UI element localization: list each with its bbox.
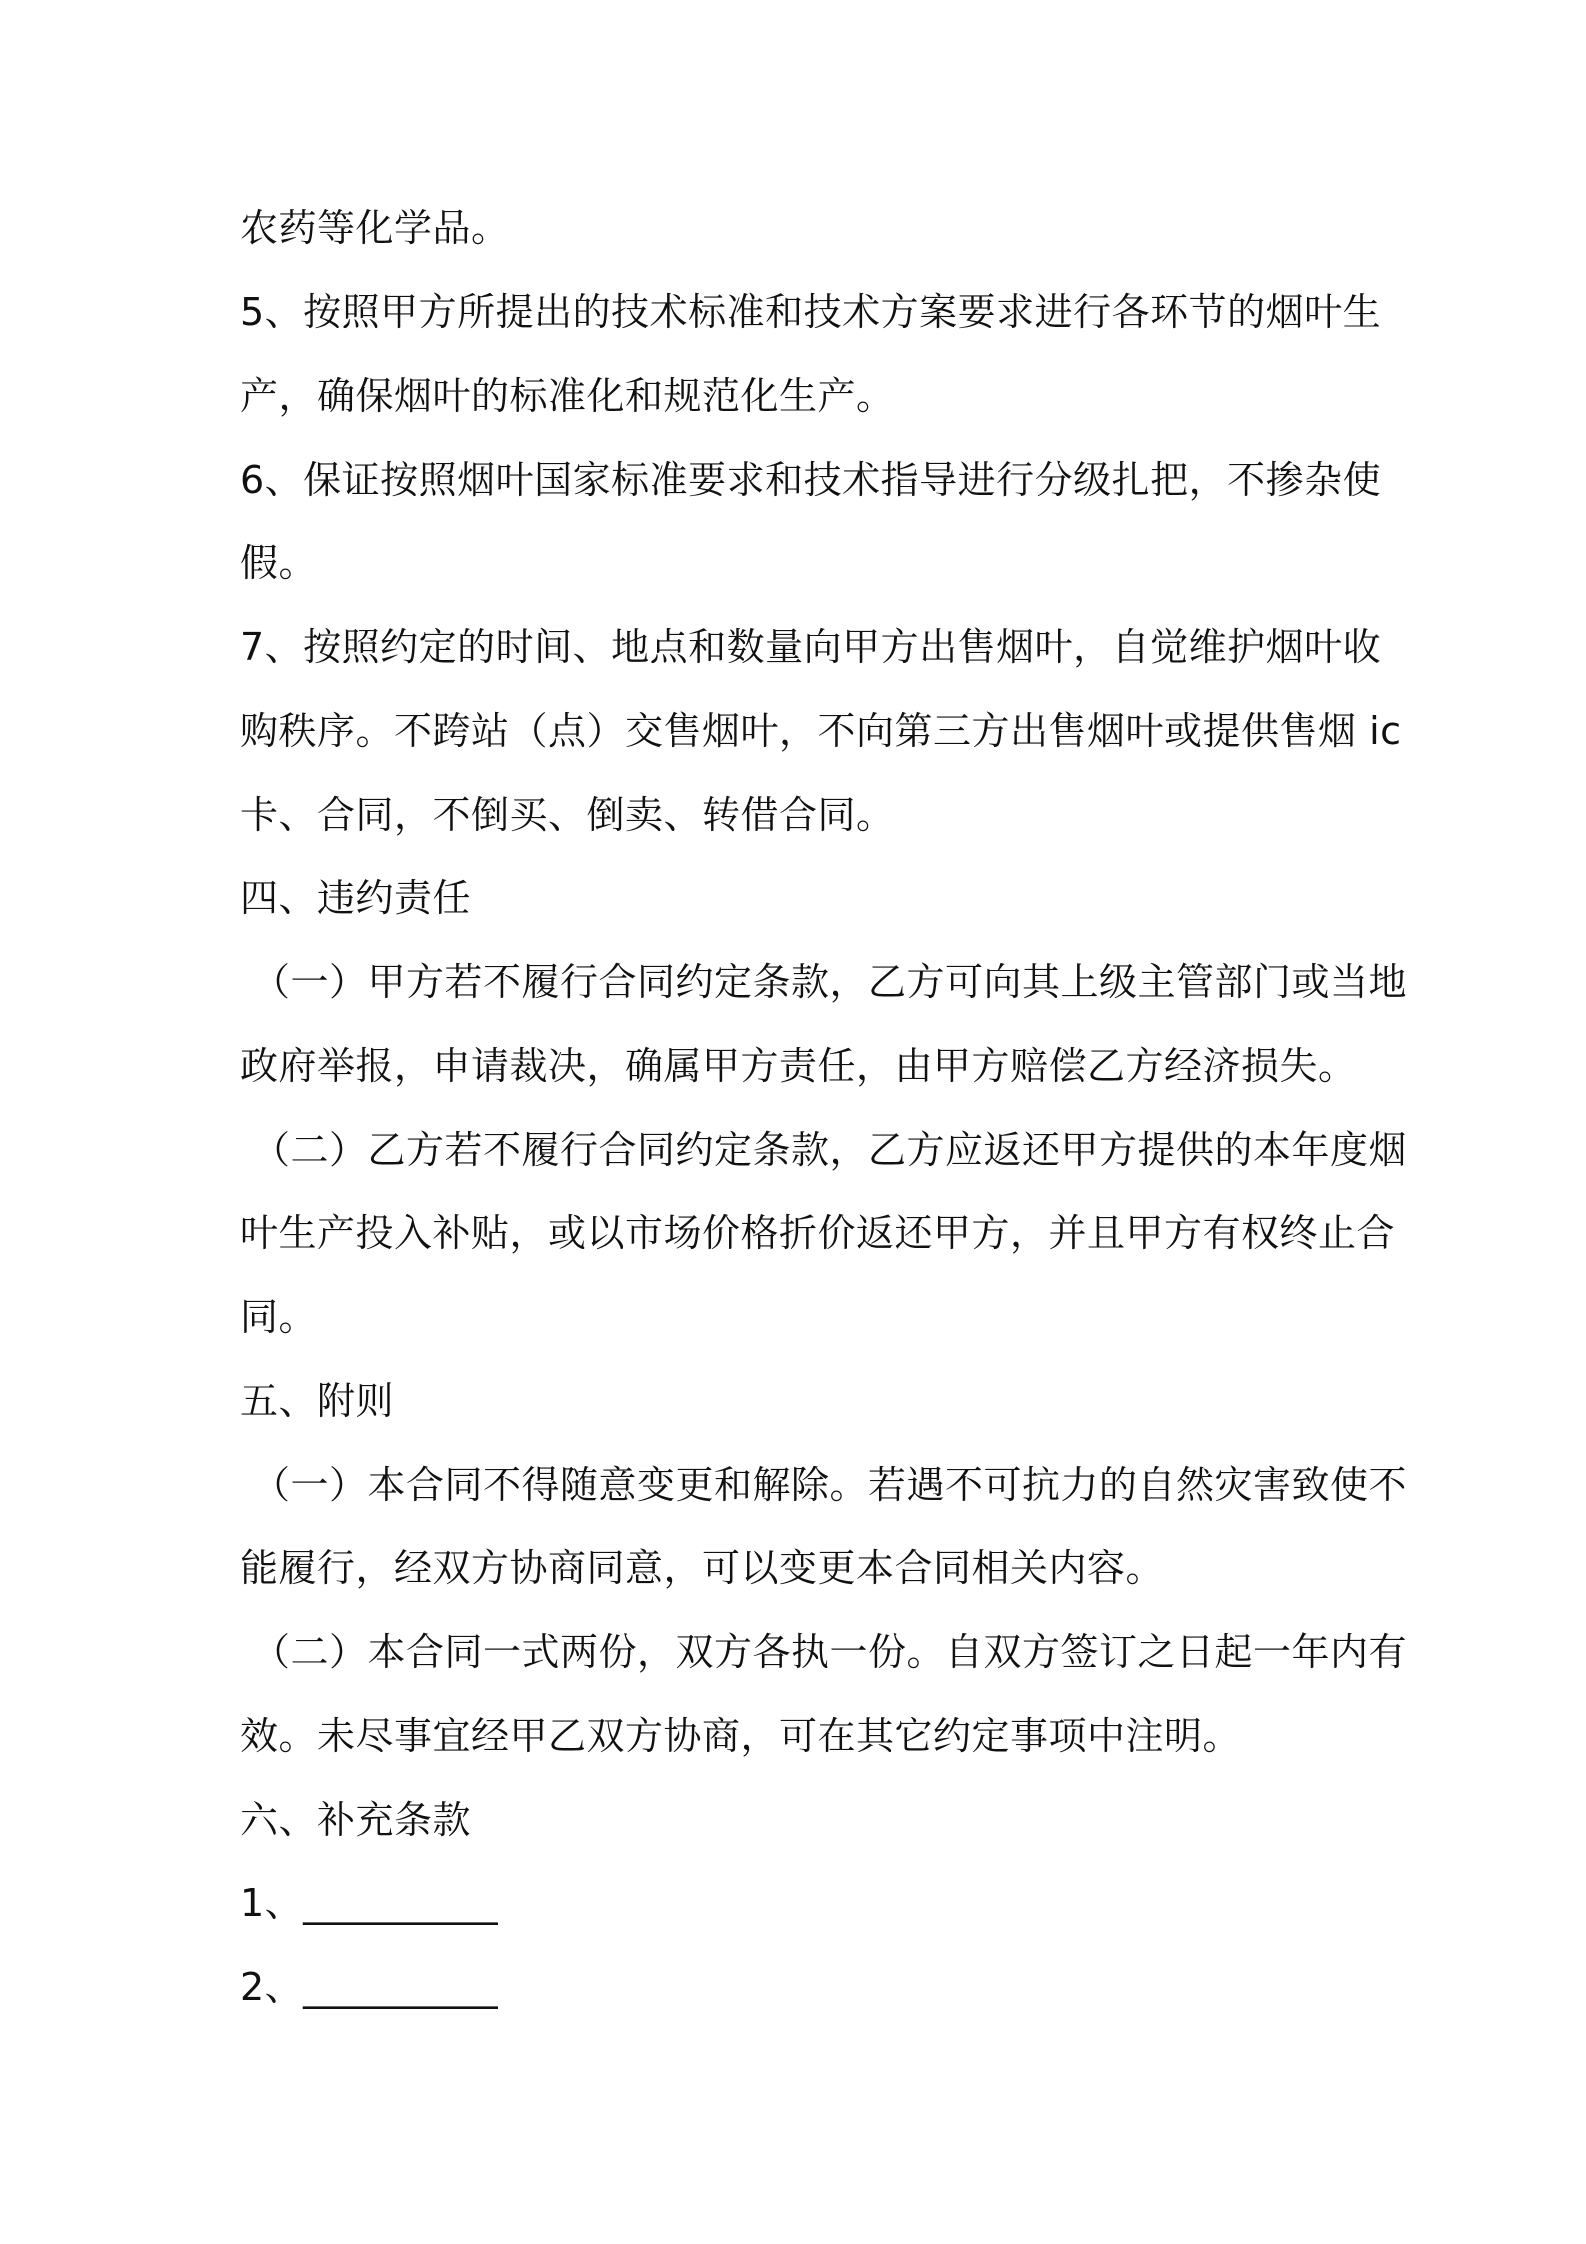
clause-7-line-2: 购秩序。不跨站（点）交售烟叶，不向第三方出售烟叶或提供售烟 ic — [240, 709, 1402, 753]
clause-5-line-2: 产，确保烟叶的标准化和规范化生产。 — [240, 374, 895, 418]
breach-clause-2-line-3: 同。 — [240, 1295, 318, 1339]
section-heading-supplementary: 六、补充条款 — [240, 1798, 472, 1842]
clause-7-line-3: 卡、合同，不倒买、倒卖、转借合同。 — [240, 793, 895, 837]
appendix-clause-2-line-1: （二）本合同一式两份，双方各执一份。自双方签订之日起一年内有 — [252, 1630, 1408, 1674]
supplementary-item-1: 1、__________ — [240, 1881, 499, 1925]
supplementary-item-2: 2、__________ — [240, 1965, 499, 2009]
section-heading-appendix: 五、附则 — [240, 1379, 395, 1423]
section-heading-breach: 四、违约责任 — [240, 876, 472, 920]
appendix-clause-2-line-2: 效。未尽事宜经甲乙双方协商，可在其它约定事项中注明。 — [240, 1714, 1242, 1758]
clause-6-line-1: 6、保证按照烟叶国家标准要求和技术指导进行分级扎把，不掺杂使 — [240, 458, 1382, 502]
clause-6-line-2: 假。 — [240, 541, 318, 585]
paragraph-line: 农药等化学品。 — [240, 206, 510, 250]
breach-clause-1-line-2: 政府举报，申请裁决，确属甲方责任，由甲方赔偿乙方经济损失。 — [240, 1044, 1357, 1088]
appendix-clause-1-line-1: （一）本合同不得随意变更和解除。若遇不可抗力的自然灾害致使不 — [252, 1463, 1408, 1507]
clause-5-line-1: 5、按照甲方所提出的技术标准和技术方案要求进行各环节的烟叶生 — [240, 290, 1382, 334]
breach-clause-1-line-1: （一）甲方若不履行合同约定条款，乙方可向其上级主管部门或当地 — [252, 960, 1408, 1004]
breach-clause-2-line-2: 叶生产投入补贴，或以市场价格折价返还甲方，并且甲方有权终止合 — [240, 1211, 1396, 1255]
breach-clause-2-line-1: （二）乙方若不履行合同约定条款，乙方应返还甲方提供的本年度烟 — [252, 1128, 1408, 1172]
clause-7-line-1: 7、按照约定的时间、地点和数量向甲方出售烟叶，自觉维护烟叶收 — [240, 625, 1382, 669]
appendix-clause-1-line-2: 能履行，经双方协商同意，可以变更本合同相关内容。 — [240, 1546, 1165, 1590]
